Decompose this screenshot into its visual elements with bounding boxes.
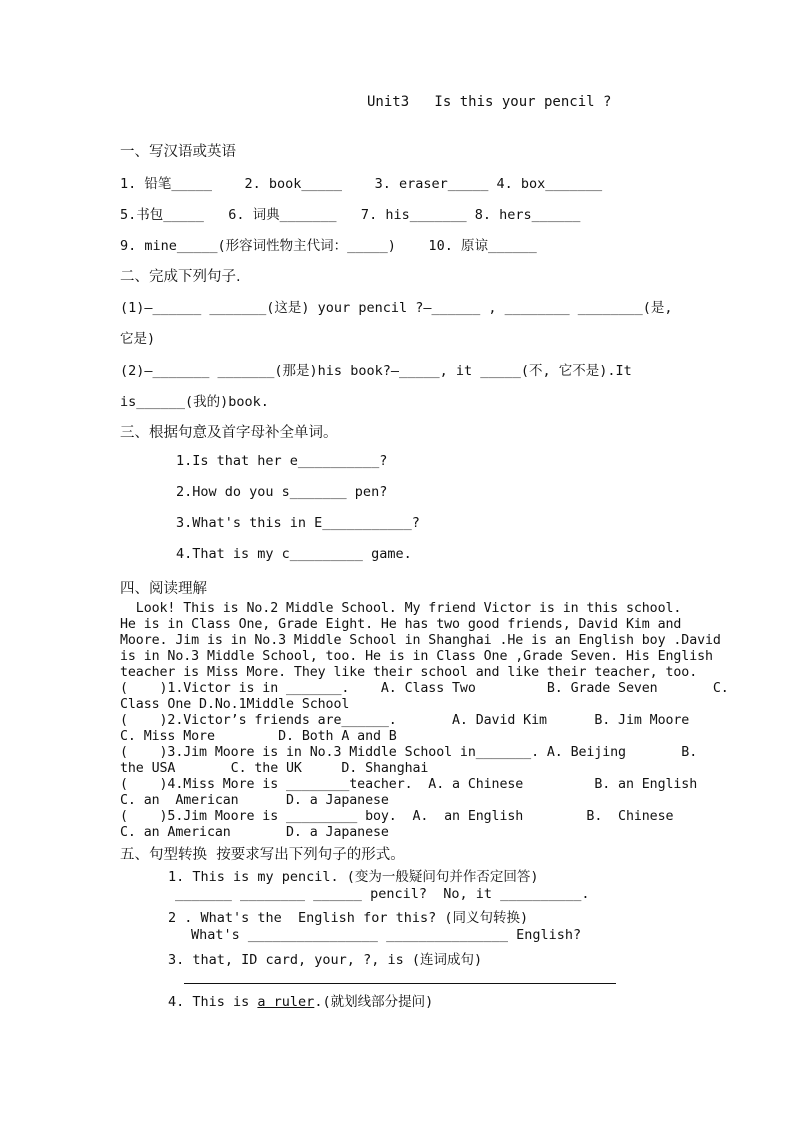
part3-question-4: 4.That is my c_________ game. [176,546,412,562]
passage-line: Moore. Jim is in No.3 Middle School in Shanghai .He is an English boy .David [120,633,721,648]
part2-line-1: (1)—______ _______(这是) your pencil ?—______ , ________ ________(是, [120,300,673,316]
part2-line-3: (2)—_______ _______(那是)his book?—_____, it _____(不, 它不是).It [120,363,632,379]
passage-line: Look! This is No.2 Middle School. My friend Victor is in this school. [120,601,682,616]
part3-question-2: 2.How do you s_______ pen? [176,484,388,500]
question-line: C. an American D. a Japanese [120,825,389,840]
part5-answer-1: _______ ________ ______ pencil? No, it __________. [175,886,590,902]
part5-answer-line-3 [184,983,616,984]
part1-row-2: 5.书包_____ 6. 词典_______ 7. his_______ 8. hers______ [120,207,581,223]
question-line: ( )2.Victor’s friends are______. A. David Kim B. Jim Moore [120,713,690,728]
part2-line-2: 它是) [120,331,156,347]
passage-line: is in No.3 Middle School, too. He is in Class One ,Grade Seven. His English [120,649,713,664]
question-line: Class One D.No.1Middle School [120,697,350,712]
section-2-heading: 二、完成下列句子. [120,269,241,285]
part5-question-2: 2 . What's the English for this? (同义句转换) [168,910,529,926]
question-line: the USA C. the UK D. Shanghai [120,761,429,776]
part3-question-3: 3.What's this in E___________? [176,515,420,531]
part5-answer-2: What's ________________ _______________ English? [191,927,582,943]
part1-row-3: 9. mine_____(形容词性物主代词：_____) 10. 原谅______ [120,238,537,254]
part1-row-1: 1. 铅笔_____ 2. book_____ 3. eraser_____ 4. box_______ [120,176,603,192]
section-4-heading: 四、阅读理解 [120,581,207,597]
q4-prefix: 4. This is [168,994,258,1010]
part5-question-4 [168,990,433,1010]
q4-suffix: .(就划线部分提问) [314,994,434,1010]
question-line: ( )1.Victor is in _______. A. Class Two B. Grade Seven C. [120,681,729,696]
passage-line: He is in Class One, Grade Eight. He has two good friends, David Kim and [120,617,682,632]
question-line: ( )5.Jim Moore is _________ boy. A. an English B. Chinese [120,809,674,824]
q4-underlined: a ruler [257,994,315,1010]
section-3-heading: 三、根据句意及首字母补全单词。 [120,425,338,441]
section-5-heading: 五、句型转换 按要求写出下列句子的形式。 [120,847,405,863]
title: Unit3 Is this your pencil ? [367,94,612,110]
question-line: ( )4.Miss More is ________teacher. A. a Chinese B. an English [120,777,698,792]
part5-question-1: 1. This is my pencil. (变为一般疑问句并作否定回答) [168,869,539,885]
part3-question-1: 1.Is that her e__________? [176,453,388,469]
question-line: C. an American D. a Japanese [120,793,389,808]
passage-line: teacher is Miss More. They like their school and like their teacher, too. [120,665,698,680]
part5-question-3: 3. that, ID card, your, ?, is (连词成句) [168,952,483,968]
section-1-heading: 一、写汉语或英语 [120,144,236,160]
question-line: C. Miss More D. Both A and B [120,729,397,744]
question-line: ( )3.Jim Moore is in No.3 Middle School in_______. A. Beijing B. [120,745,698,760]
part2-line-4: is______(我的)book. [120,394,269,410]
